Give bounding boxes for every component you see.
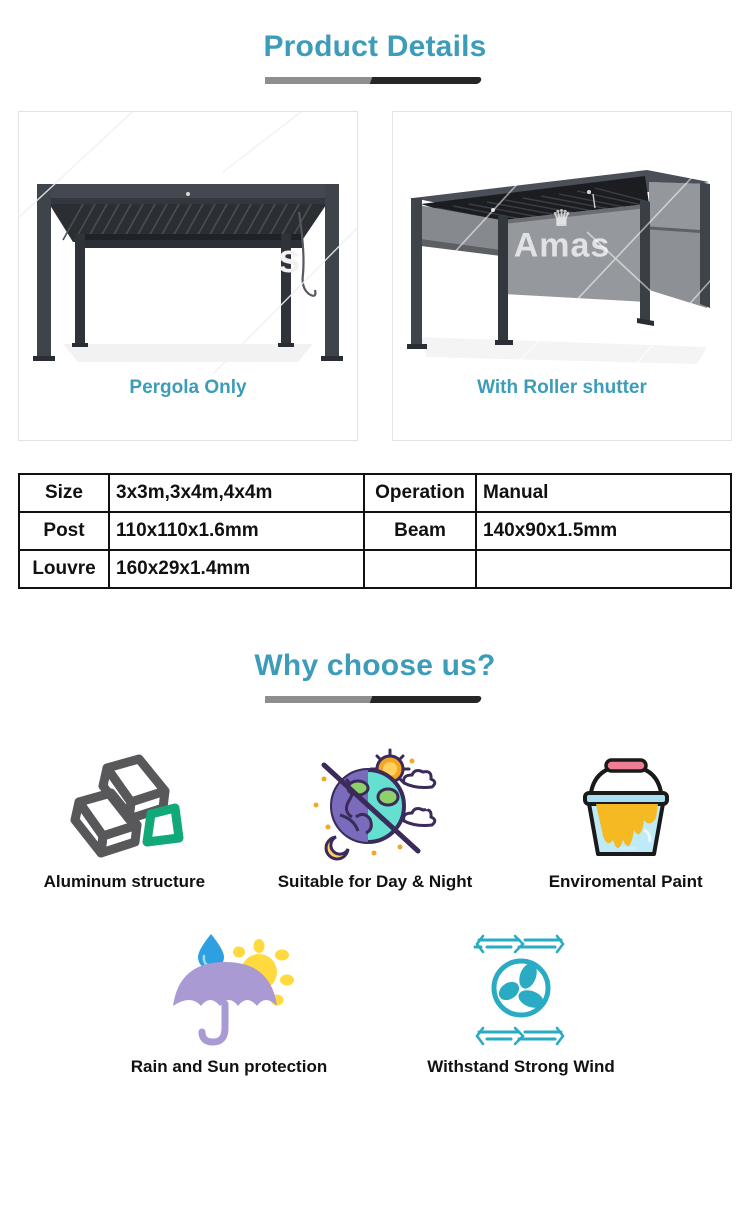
spec-value-beam: 140x90x1.5mm [476, 512, 731, 550]
specifications-table-wrapper [0, 473, 750, 589]
aluminum-ingots-icon [59, 743, 189, 863]
feature-day-and-night [265, 743, 486, 892]
features-row-2 [0, 928, 750, 1077]
card-caption-pergola-only: Pergola Only [129, 377, 247, 398]
spec-label-size: Size [19, 474, 109, 512]
product-cards [0, 111, 750, 441]
table-row [19, 512, 731, 550]
product-details-heading [0, 0, 750, 84]
spec-label-post: Post [19, 512, 109, 550]
feature-withstand-strong-wind [405, 928, 637, 1077]
spec-value-post: 110x110x1.6mm [109, 512, 364, 550]
spec-label-louvre: Louvre [19, 550, 109, 588]
heading-divider [265, 77, 485, 84]
divider-segment-right [370, 77, 483, 84]
umbrella-sun-rain-icon [159, 928, 299, 1048]
feature-label: Rain and Sun protection [130, 1056, 328, 1076]
feature-label: Aluminum structure [43, 872, 206, 891]
spec-value-empty [476, 550, 731, 588]
product-card-pergola-only[interactable] [18, 111, 358, 441]
feature-rain-and-sun-protection [113, 928, 345, 1077]
page-title: Product Details [263, 30, 487, 63]
spec-value-size: 3x3m,3x4m,4x4m [109, 474, 364, 512]
features-row-1 [0, 743, 750, 892]
pergola-front-view-icon [19, 112, 357, 374]
table-row [19, 474, 731, 512]
specifications-table [18, 473, 732, 589]
fan-wind-icon [461, 928, 581, 1048]
feature-enviromental-paint [515, 743, 736, 892]
section-title-why-choose-us: Why choose us? [254, 649, 496, 682]
watermark-text: Amas [513, 226, 611, 265]
feature-label: Suitable for Day & Night [277, 872, 473, 891]
why-choose-us-heading [0, 651, 750, 703]
product-card-with-roller-shutter[interactable] [392, 111, 732, 441]
spec-value-operation: Manual [476, 474, 731, 512]
svg-text:s: s [278, 237, 301, 281]
crown-icon: ♛ [551, 205, 573, 231]
spec-label-beam: Beam [364, 512, 476, 550]
divider-segment-right [370, 696, 483, 703]
table-row [19, 550, 731, 588]
feature-aluminum-structure [14, 743, 235, 892]
feature-label: Withstand Strong Wind [427, 1056, 615, 1076]
divider-segment-left [265, 696, 372, 703]
spec-value-louvre: 160x29x1.4mm [109, 550, 364, 588]
heading-divider [265, 696, 485, 703]
card-caption-with-roller-shutter: With Roller shutter [477, 377, 647, 398]
divider-segment-left [265, 77, 372, 84]
features-section [0, 743, 750, 1076]
day-night-globe-icon [300, 743, 450, 863]
spec-label-empty [364, 550, 476, 588]
feature-label: Enviromental Paint [548, 872, 703, 891]
paint-bucket-icon [566, 743, 686, 863]
spec-label-operation: Operation [364, 474, 476, 512]
pergola-with-shutter-view-icon [393, 112, 731, 374]
